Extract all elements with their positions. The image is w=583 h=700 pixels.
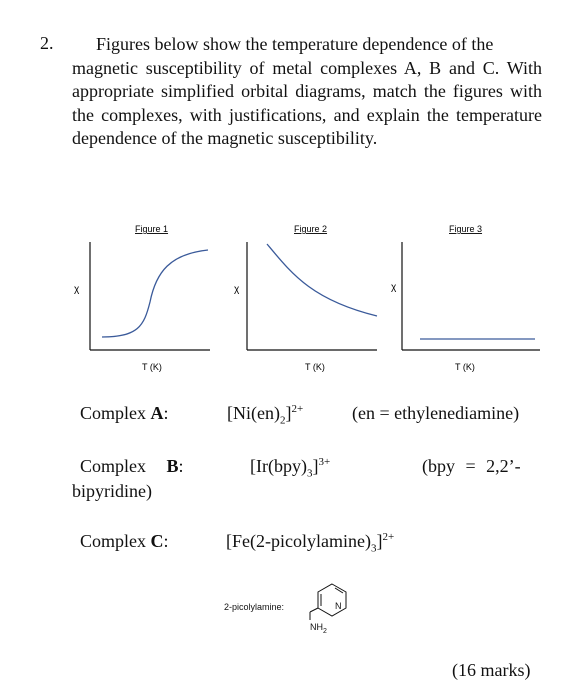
complex-c-sub: 3 [370,542,377,555]
complex-a-formula [227,403,303,427]
figure-2-curve [267,244,377,316]
amine-label: $NH_2$ [310,622,327,635]
figure-2-xlabel: T (K) [305,362,325,372]
figure-3-ylabel: χ [391,282,397,293]
pyridine-ring [318,584,346,616]
figure-1-xlabel: T (K) [142,362,162,372]
figure-1-title: Figure 1 [135,224,169,234]
complex-a-close: ] [285,403,292,423]
figure-2 [222,222,387,377]
question-line-1: Figures below show the temperature dependence of the [96,34,494,54]
complex-b-label [80,456,184,477]
complex-c-charge: 2+ [382,531,395,543]
complex-c-colon: : [163,531,169,551]
ring-double-bond-1 [335,588,343,593]
complex-b-colon: : [178,456,184,476]
figure-3-xlabel: T (K) [455,362,475,372]
complex-a-charge: 2+ [291,403,304,415]
chain-bond-1 [310,608,318,612]
question-number: 2. [40,33,54,53]
complex-b-formula [250,456,330,480]
complex-b-letter: B [166,456,179,476]
figure-2-title: Figure 2 [294,224,328,234]
structure-label: 2-picolylamine: [224,602,285,612]
complex-c-letter: C [150,531,164,551]
figure-3 [385,222,545,377]
figure-2-ylabel: χ [234,284,240,295]
complex-c-formula-main: [Fe(2-picolylamine) [226,531,371,551]
amine-sub: 2 [323,627,327,635]
complex-c-label [80,531,169,552]
marks: (16 marks) [452,660,531,680]
complex-a-colon: : [163,403,169,423]
complex-a-sub: 2 [279,414,286,427]
figure-3-title: Figure 3 [449,224,483,234]
complex-c-close: ] [376,531,383,551]
figure-1 [60,222,220,377]
figure-1-ylabel: χ [74,284,80,295]
complex-b-note-2: bipyridine) [72,481,152,501]
figure-1-curve [102,250,208,337]
complex-b-close: ] [312,456,319,476]
complex-a-formula-main: [Ni(en) [227,403,280,423]
complex-c-prefix: Complex [80,531,151,551]
ring-nitrogen-label: N [335,601,342,611]
question-text [72,33,542,151]
complex-b-note-1: (bpy = 2,2’- [422,456,521,476]
complex-b-prefix: Complex [80,456,159,476]
complex-b-sub: 3 [306,467,313,480]
complex-c-formula [226,531,394,555]
complex-a-label [80,403,169,424]
complex-b-formula-main: [Ir(bpy) [250,456,307,476]
question-rest: magnetic susceptibility of metal complexes A, B and C. With appropriate simplified orbital diagrams, match the figures with the complexes, with justifications, and explain the temperature dependence of the magnetic susceptibility. [72,57,542,148]
complex-a-letter: A [150,403,164,423]
complex-a-prefix: Complex [80,403,151,423]
complex-b-charge: 3+ [318,456,331,468]
complex-a-note: (en = ethylenediamine) [352,403,520,423]
